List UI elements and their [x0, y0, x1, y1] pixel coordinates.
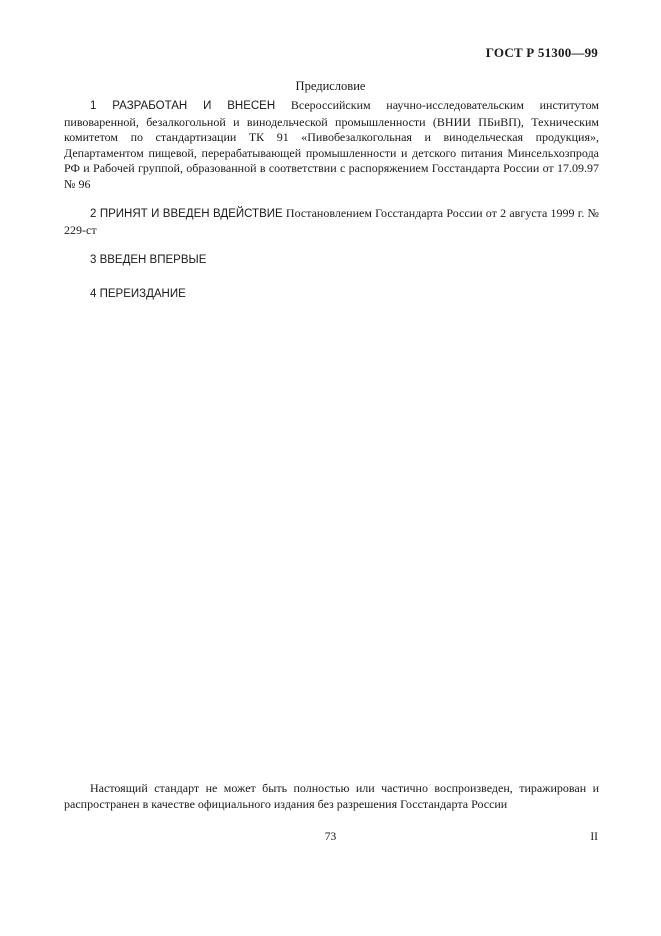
preface-item-2: [64, 206, 599, 238]
page-number: 73: [324, 831, 337, 843]
copyright-notice: Настоящий стандарт не может быть полностью или частично воспроизведен, тиражирован и распространен в качестве официального издания без разрешения Госстандарта России: [64, 781, 599, 811]
item-lead: 2 ПРИНЯТ И ВВЕДЕН ВДЕЙСТВИЕ: [90, 208, 283, 220]
preface-item-1: [64, 98, 599, 192]
preface-item-4: [64, 286, 599, 303]
item-lead: 4 ПЕРЕИЗДАНИЕ: [90, 287, 186, 300]
preface-item-3: [64, 252, 599, 269]
roman-page-number: II: [590, 831, 598, 843]
item-text: Постановлением Госстандарта России от 2 августа 1999 г. № 229-ст: [64, 206, 599, 237]
item-lead: 3 ВВЕДЕН ВПЕРВЫЕ: [90, 254, 207, 266]
section-title: Предисловие: [295, 79, 366, 93]
item-text: Всероссийским научно-исследовательским институтом пивоваренной, безалкогольной и винодельческой промышленности (ВНИИ ПБиВП), Техническим комитетом по стандартизации ТК 91 «Пивобезалкогольная и винодельческая продукция», Департаментом пищевой, перерабатывающей промышленности и детского питания Минсельхозпрода РФ и Рабочей группой, образованной в соответствии с распоряжением Госстандарта России от 17.09.97 № 96: [64, 98, 599, 191]
item-lead: 1 РАЗРАБОТАН И ВНЕСЕН: [90, 100, 276, 112]
document-code: ГОСТ Р 51300—99: [485, 45, 598, 60]
preface-content: [64, 98, 599, 319]
